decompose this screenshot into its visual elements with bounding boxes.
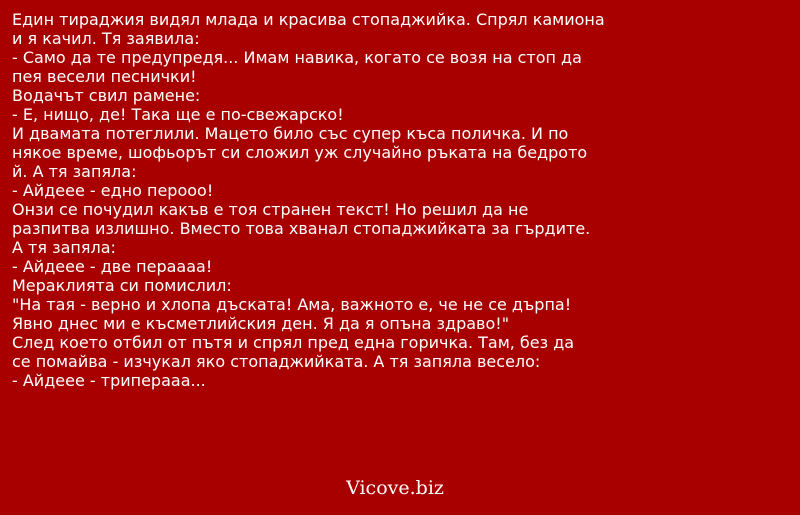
joke-line: "На тая - верно и хлопа дъската! Ама, важното е, че не се дърпа! <box>12 295 572 314</box>
joke-line: И двамата потеглили. Мацето било със супер къса поличка. И по <box>12 124 569 143</box>
joke-line: Мераклията си помислил: <box>12 276 232 295</box>
joke-line: - Айдеее - трипераaa... <box>12 371 206 390</box>
joke-line: пея весели песнички! <box>12 67 197 86</box>
joke-line: Един тираджия видял млада и красива стопаджийка. Спрял камиона <box>12 10 605 29</box>
joke-line: А тя запяла: <box>12 238 116 257</box>
joke-line: разпитва излишно. Вместо това хванал стопаджийката за гърдите. <box>12 219 591 238</box>
joke-line: - Айдеее - две пераааа! <box>12 257 213 276</box>
joke-line: - Е, нищо, де! Така ще е по-свежарско! <box>12 105 344 124</box>
joke-line: се помайва - изчукал яко стопаджийката. А тя запяла весело: <box>12 352 541 371</box>
joke-line: - Само да те предупредя... Имам навика, когато се возя на стоп да <box>12 48 582 67</box>
joke-line: - Айдеее - едно перооо! <box>12 181 214 200</box>
joke-line: Онзи се почудил какъв е тоя странен текст! Но решил да не <box>12 200 529 219</box>
joke-line: Водачът свил рамене: <box>12 86 201 105</box>
joke-line: някое време, шофьорът си сложил уж случайно ръката на бедрото <box>12 143 588 162</box>
joke-line: и я качил. Тя заявила: <box>12 29 200 48</box>
joke-line: Явно днес ми е късметлийския ден. Я да я опъна здраво!" <box>12 314 510 333</box>
joke-text <box>12 10 792 390</box>
joke-line: След което отбил от пътя и спрял пред една горичка. Там, без да <box>12 333 575 352</box>
site-watermark: Vicove.biz <box>346 477 444 499</box>
joke-line: й. А тя запяла: <box>12 162 137 181</box>
